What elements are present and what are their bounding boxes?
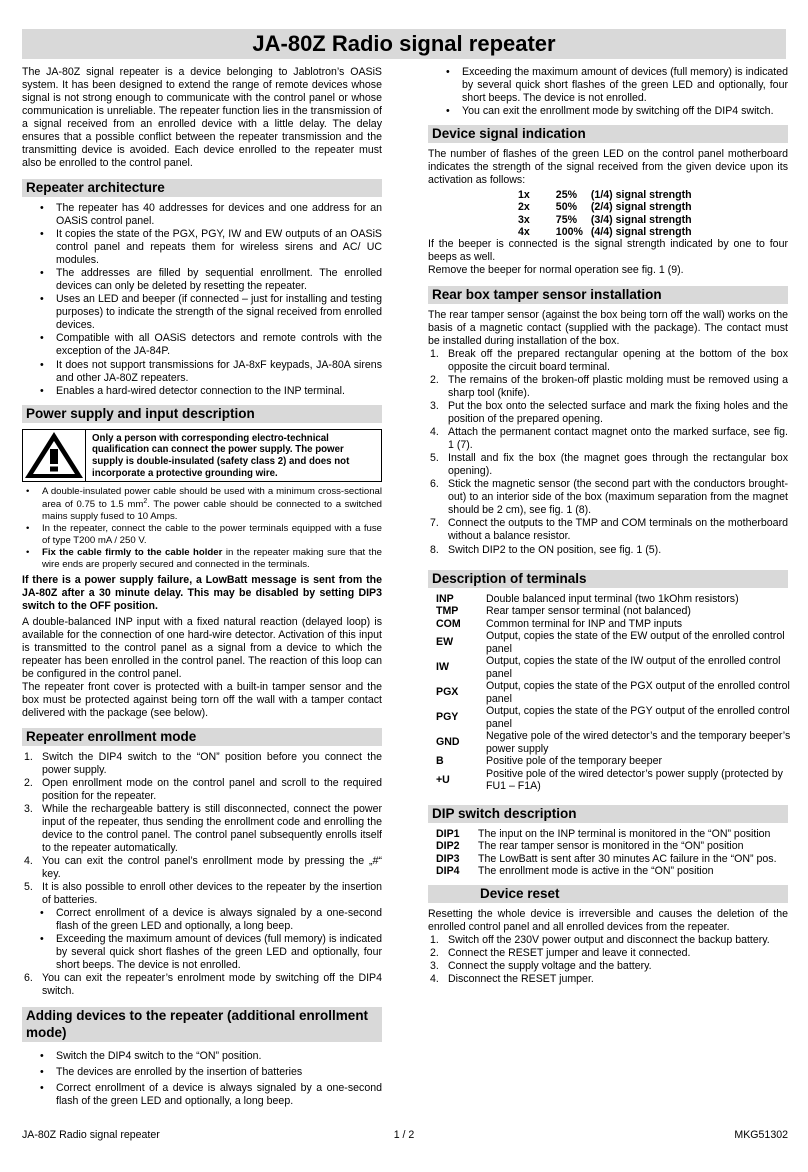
list-item: • You can exit the enrollment mode by switching off the DIP4 switch. xyxy=(462,105,788,118)
list-item: • A double-insulated power cable should be used with a minimum cross-sectional area of 0.75 to 1.5 $mm^2$. The power cable should be connected to a switched mains supply fused to 10 Amps. xyxy=(42,486,382,523)
rear-tamper-steps xyxy=(428,348,788,556)
list-item: 2. The remains of the broken-off plastic molding must be removed using a sharp tool (knife). xyxy=(430,374,788,400)
adding-list xyxy=(22,1050,382,1108)
section-heading-reset: Device reset xyxy=(428,885,788,903)
list-item: 7. Connect the outputs to the TMP and COM terminals on the motherboard without a balance resistor. xyxy=(430,517,788,543)
list-item: 2. Open enrollment mode on the control panel and scroll to the required position for the repeater. xyxy=(24,777,382,803)
table-row: 3x 75% (3/4) signal strength xyxy=(518,213,692,226)
section-heading-architecture: Repeater architecture xyxy=(22,179,382,197)
intro-paragraph: The JA-80Z signal repeater is a device belonging to Jablotron’s OASiS system. It has been designed to extend the range of remote devices whose signal is not strong enough to communicate with the control panel or whose communication is unreliable. The repeater function lies in the transmission of a signal received from an enrolled device with a little delay. The delay ensures that a possible conflict between the repeater transmission and the transmitting device is avoided. Each device enrolled to the repeater must also be enrolled to the control panel. xyxy=(22,66,382,170)
list-item: • In the repeater, connect the cable to the power terminals equipped with a fuse of type T200 mA / 250 V. xyxy=(42,523,382,547)
list-item: 5. Install and fix the box (the magnet goes through the rectangular box opening). xyxy=(430,452,788,478)
list-item: 6. You can exit the repeater’s enrolment mode by switching off the DIP4 switch. xyxy=(24,972,382,998)
table-row: DIP4 The enrollment mode is active in the “ON” position xyxy=(436,865,714,878)
table-row: DIP2 The rear tamper sensor is monitored in the “ON” position xyxy=(436,840,744,853)
footer-page-number: 1 / 2 xyxy=(393,1129,415,1141)
reset-steps xyxy=(428,934,788,986)
table-row: 2x 50% (2/4) signal strength xyxy=(518,201,692,214)
tamper-paragraph: The repeater front cover is protected with a built-in tamper sensor and the box must be protected against being torn off the wall with a tamper contact delivered with the package (see below). xyxy=(22,680,382,719)
terminals-table xyxy=(436,593,796,793)
power-list xyxy=(22,486,382,571)
rear-tamper-paragraph: The rear tamper sensor (against the box being torn off the wall) works on the basis of a magnetic contact (supplied with the package). The contact must be installed during installation of the box. xyxy=(428,309,788,348)
table-row: 1x 25% (1/4) signal strength xyxy=(518,189,692,202)
list-item: 3. Put the box onto the selected surface and mark the fixing holes and the position of the prepared opening. xyxy=(430,400,788,426)
lowbatt-note: If there is a power supply failure, a LowBatt message is sent from the JA-80Z after a 30 minute delay. This may be disabled by setting DIP3 switch to the OFF position. xyxy=(22,573,382,612)
reset-paragraph: Resetting the whole device is irreversible and causes the deletion of the enrolled control panel and all enrolled devices from the repeater. xyxy=(428,908,788,934)
table-row: TMP Rear tamper sensor terminal (not balanced) xyxy=(436,605,691,618)
enrollment-steps xyxy=(22,751,382,998)
list-item: 1. Break off the prepared rectangular opening at the bottom of the box opposite the circuit board terminal. xyxy=(430,348,788,374)
list-item: 1. Switch the DIP4 switch to the “ON” position before you connect the power supply. xyxy=(24,751,382,777)
table-row: DIP3 The LowBatt is sent after 30 minutes AC failure in the “ON” pos. xyxy=(436,852,777,865)
list-item: • Switch the DIP4 switch to the “ON” position. xyxy=(56,1050,382,1063)
list-item: 4. Attach the permanent contact magnet onto the marked surface, see fig. 1 (7). xyxy=(430,426,788,452)
warning-icon xyxy=(23,430,86,481)
list-item: • It copies the state of the PGX, PGY, IW and EW outputs of an OASiS control panel and repeats them for wireless sirens and AC/ UC modules. xyxy=(56,228,382,267)
list-item: • Uses an LED and beeper (if connected – just for installing and testing purposes) to indicate the strength of the signal received from enrolled devices. xyxy=(56,293,382,332)
table-row: GND Negative pole of the wired detector’s and the temporary beeper’s power supply xyxy=(436,730,791,755)
warning-text: Only a person with corresponding electro-technical qualification can connect the power supply. The power supply is double-insulated (safety class 2) and does not incorporate a protective grounding wire. xyxy=(92,432,350,479)
beeper-note: If the beeper is connected is the signal strength indicated by one to four beeps as well. xyxy=(428,237,788,263)
signal-paragraph: The number of flashes of the green LED on the control panel motherboard indicates the strength of the signal received from the given device upon its activation as follows: xyxy=(428,148,788,187)
list-item: 4. You can exit the control panel’s enrollment mode by pressing the „#“ key. xyxy=(24,855,382,881)
table-row: DIP1 The input on the INP terminal is monitored in the “ON” position xyxy=(436,827,771,840)
list-item: • Correct enrollment of a device is always signaled by a one-second flash of the green LED and optionally, a long beep. xyxy=(56,907,382,933)
table-row: IW Output, copies the state of the IW output of the enrolled control panel xyxy=(436,655,781,680)
right-column xyxy=(428,66,791,986)
page-title: JA-80Z Radio signal repeater xyxy=(22,29,786,59)
list-item: 4. Disconnect the RESET jumper. xyxy=(430,973,594,986)
table-row: INP Double balanced input terminal (two 1kOhm resistors) xyxy=(436,592,739,605)
architecture-list xyxy=(22,202,382,397)
table-row: PGY Output, copies the state of the PGY output of the enrolled control panel xyxy=(436,705,790,730)
footer-left: JA-80Z Radio signal repeater xyxy=(22,1129,160,1141)
enrollment-sub-list xyxy=(42,907,382,972)
warning-box xyxy=(22,429,382,482)
section-heading-dip: DIP switch description xyxy=(428,805,788,823)
remove-beeper-note: Remove the beeper for normal operation see fig. 1 (9). xyxy=(428,264,684,277)
left-column xyxy=(22,66,382,1108)
list-item: • The repeater has 40 addresses for devices and one address for an OASiS control panel. xyxy=(56,202,382,228)
table-row: PGX Output, copies the state of the PGX output of the enrolled control panel xyxy=(436,680,790,705)
section-heading-signal: Device signal indication xyxy=(428,125,788,143)
list-item: • Fix the cable firmly to the cable holder in the repeater making sure that the wire ends are properly secured and connected in the terminals. xyxy=(42,547,382,571)
list-item: 8. Switch DIP2 to the ON position, see fig. 1 (5). xyxy=(430,543,662,556)
signal-strength-table xyxy=(518,189,700,238)
table-row: 4x 100% (4/4) signal strength xyxy=(518,225,692,238)
list-item: 1. Switch off the 230V power output and disconnect the backup battery. xyxy=(430,934,770,947)
section-heading-power: Power supply and input description xyxy=(22,405,382,423)
list-item: 3. Connect the supply voltage and the battery. xyxy=(430,960,652,973)
list-item: • Enables a hard-wired detector connection to the INP terminal. xyxy=(56,385,382,398)
list-item: 2. Connect the RESET jumper and leave it connected. xyxy=(430,947,691,960)
footer-right: MKG51302 xyxy=(734,1129,788,1141)
dip-switch-table xyxy=(436,828,796,878)
table-row: COM Common terminal for INP and TMP inputs xyxy=(436,617,683,630)
table-row: EW Output, copies the state of the EW output of the enrolled control panel xyxy=(436,630,785,655)
list-item: 5. It is also possible to enroll other devices to the repeater by the insertion of batteries. • Correct enrollment of a device is always signaled by a one-second flash of the green LED and optionally, a long beep. • Exceeding the maximum amount of devices (full memory) is indicated by several quick short flashes of the green LED and optionally, four short beeps. The device is not enrolled. xyxy=(42,881,382,972)
section-heading-terminals: Description of terminals xyxy=(428,570,788,588)
list-item: • Compatible with all OASiS detectors and remote controls with the exception of the JA-84P. xyxy=(56,332,382,358)
list-item: 3. While the rechargeable battery is still disconnected, connect the power input of the repeater, thus sending the enrollment code and enrolling the device to the control panel. The control panel subsequently enrolls itself to the repeater automatically. xyxy=(24,803,382,855)
section-heading-enrollment: Repeater enrollment mode xyxy=(22,728,382,746)
list-item: • Exceeding the maximum amount of devices (full memory) is indicated by several quick short flashes of the green LED and optionally, four short beeps. The device is not enrolled. xyxy=(462,66,788,105)
table-row: +U Positive pole of the wired detector’s power supply (protected by FU1 – F1A) xyxy=(436,767,783,793)
list-item: • The addresses are filled by sequential enrollment. The enrolled devices can only be deleted by resetting the repeater. xyxy=(56,267,382,293)
adding-list-continued xyxy=(428,66,788,118)
list-item: • Exceeding the maximum amount of devices (full memory) is indicated by several quick short flashes of the green LED and optionally, four short beeps. The device is not enrolled. xyxy=(56,933,382,972)
list-item: 6. Stick the magnetic sensor (the second part with the conductors brought-out) to an interior side of the box (maximum separation from the magnet should be 2 cm), see fig. 1 (8). xyxy=(430,478,788,517)
inp-paragraph: A double-balanced INP input with a fixed natural reaction (delayed loop) is available for the connection of one hard-wire detector. Activation of this input is transmitted to the control panel as a signal from a device to which the repeater has been enrolled in the control panel. The reaction of this loop can be configured in the control panel. xyxy=(22,615,382,680)
table-row: B Positive pole of the temporary beeper xyxy=(436,755,663,768)
list-item: • It does not support transmissions for JA-8xF keypads, JA-80A sirens and other JA-80Z repeaters. xyxy=(56,359,382,385)
list-item: • The devices are enrolled by the insertion of batteries xyxy=(56,1066,382,1079)
section-heading-rear-tamper: Rear box tamper sensor installation xyxy=(428,286,788,304)
list-item: • Correct enrollment of a device is always signaled by a one-second flash of the green LED and optionally, a long beep. xyxy=(56,1082,382,1108)
section-heading-adding: Adding devices to the repeater (additional enrollment mode) xyxy=(22,1007,382,1041)
